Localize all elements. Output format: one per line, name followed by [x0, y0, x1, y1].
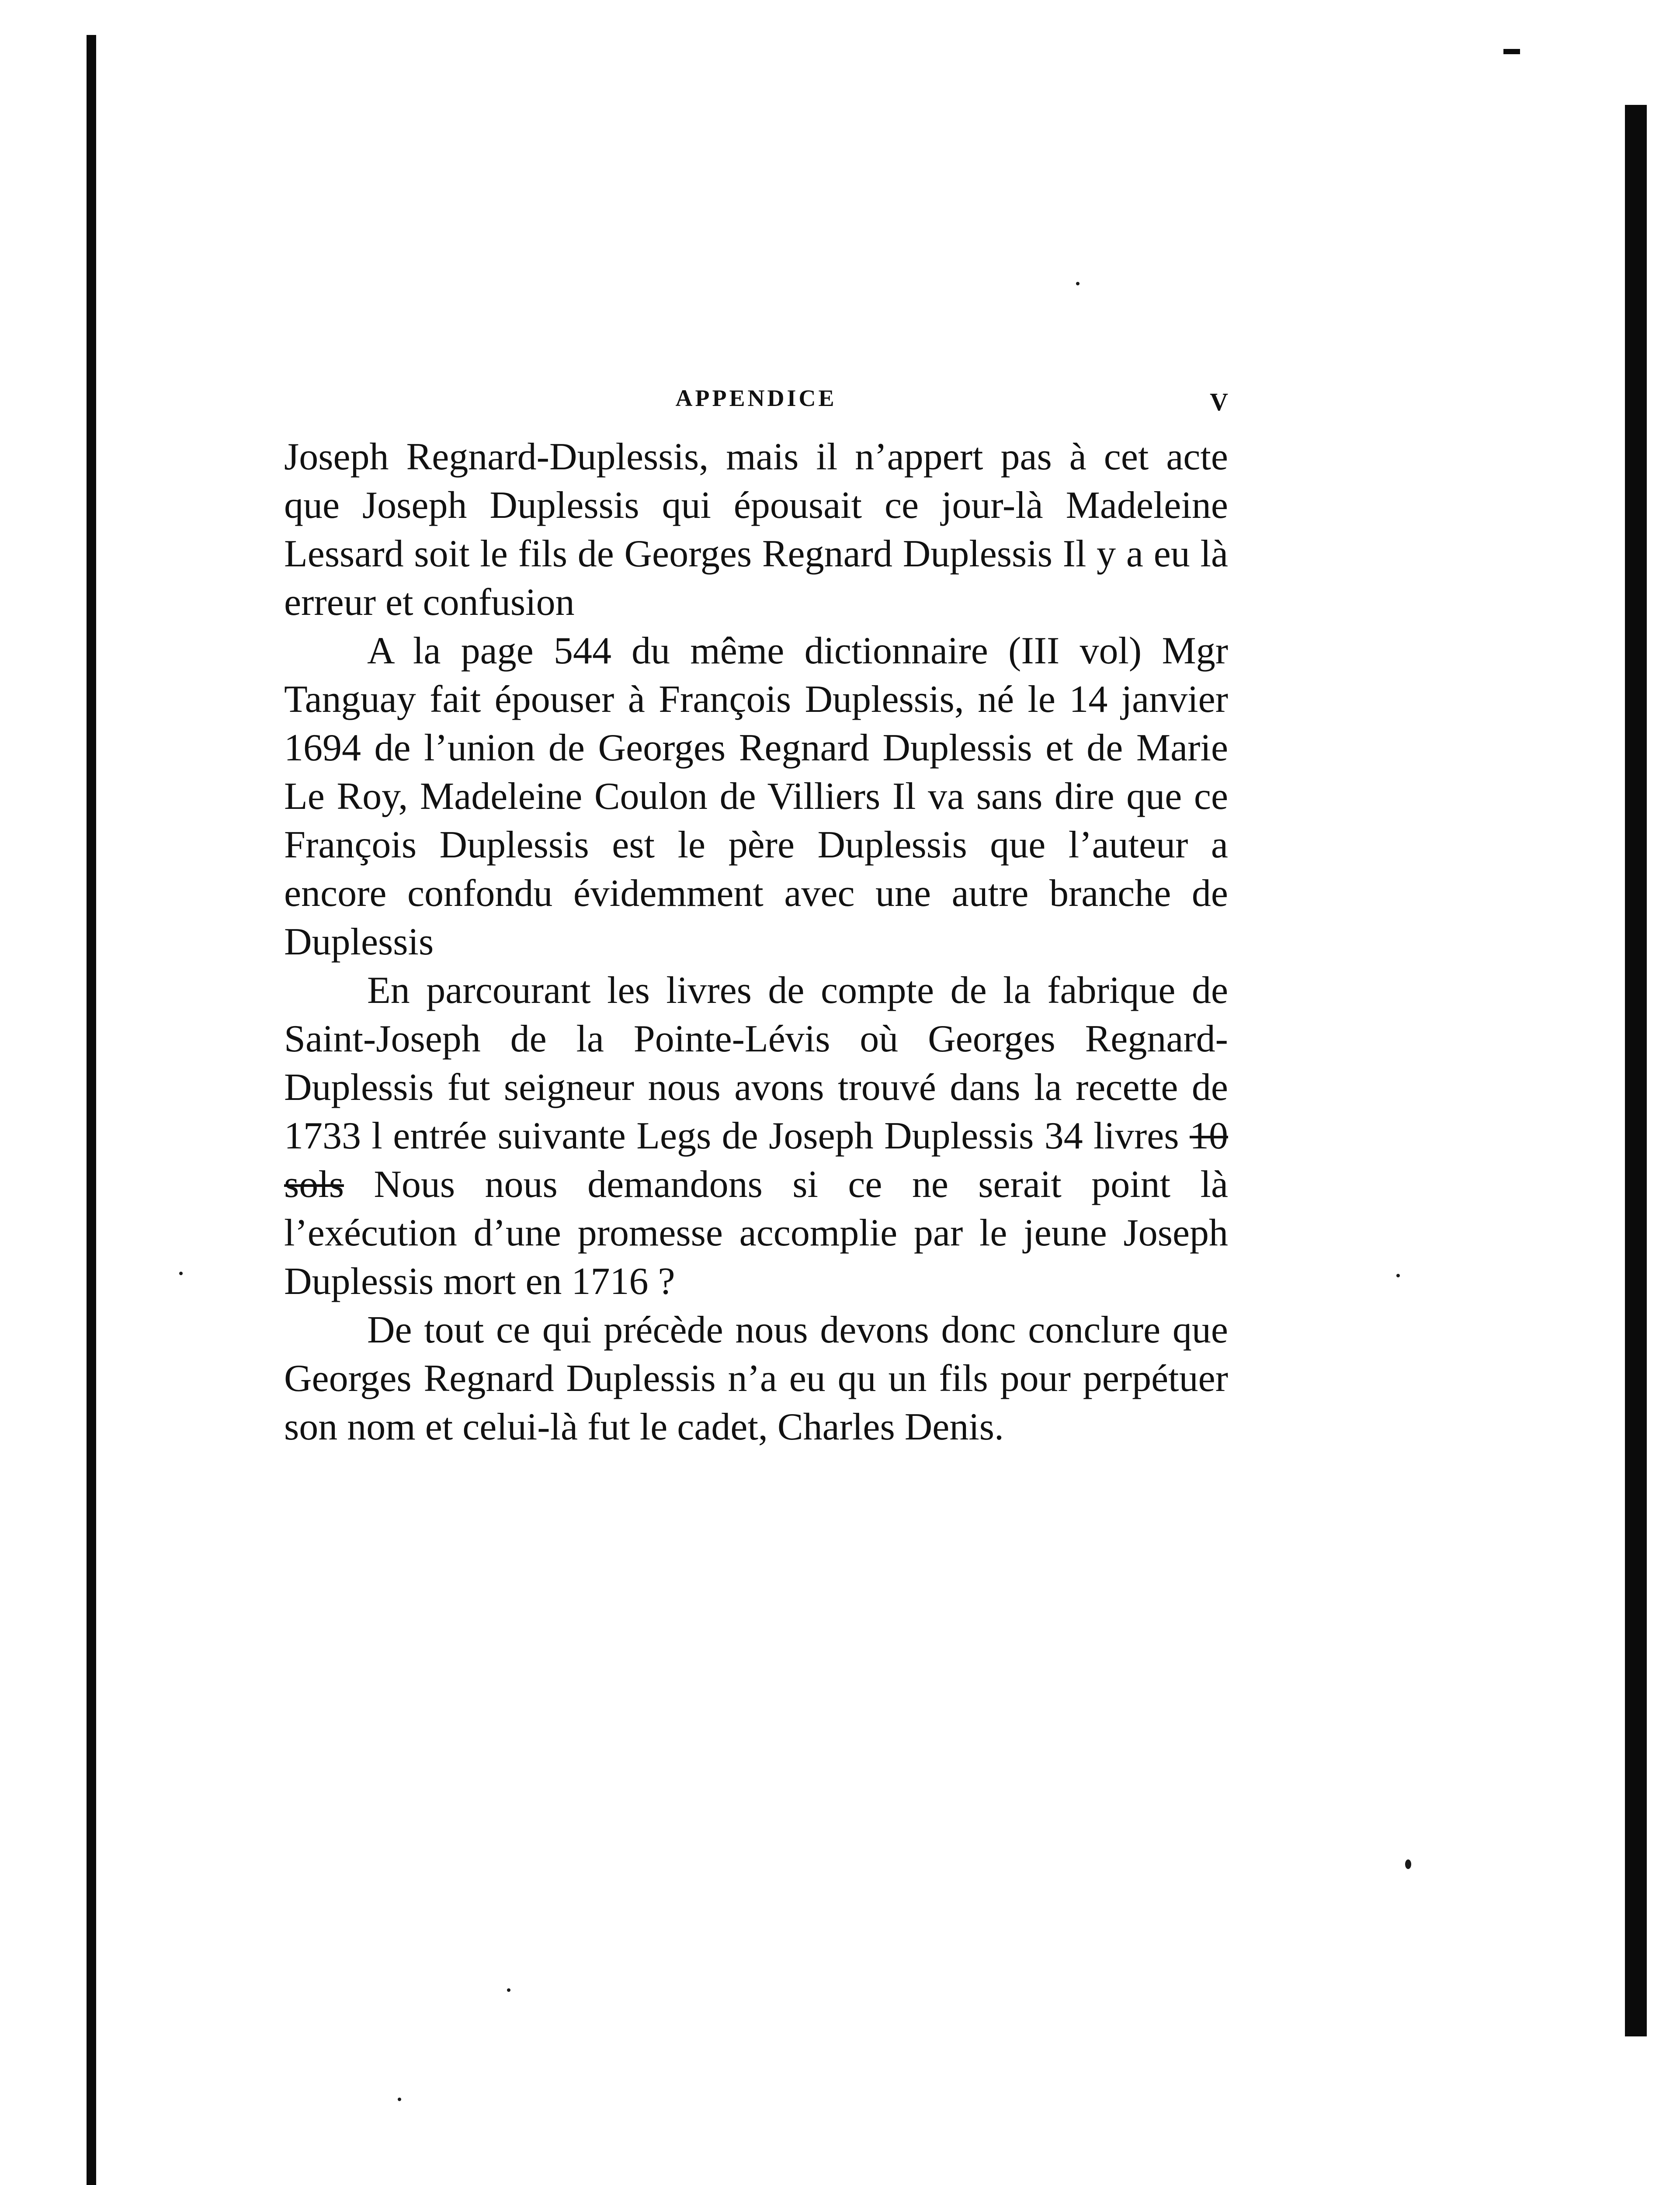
- scan-speck: [179, 1272, 183, 1275]
- paragraph-3-text-before: En parcourant les livres de compte de la fabrique de Saint-Joseph de la Pointe-Lévis où Georges Regnard-Duplessis fut seigneur nous avons trouvé dans la recette de 1733 l entrée suivante Legs de Joseph Duplessis 34 livres: [284, 969, 1228, 1157]
- running-head: [284, 385, 1228, 420]
- scan-right-edge-bar: [1625, 105, 1647, 2036]
- paragraph-2: A la page 544 du même dictionnaire (III vol) Mgr Tanguay fait épouser à François Duplessis, né le 14 janvier 1694 de l’union de Georges Regnard Duplessis et de Marie Le Roy, Madeleine Coulon de Villiers Il va sans dire que ce François Duplessis est le père Duplessis que l’auteur a encore confondu évidemment avec une autre branche de Duplessis: [284, 630, 1228, 963]
- scan-speck: [1405, 1859, 1411, 1869]
- page-number: V: [1210, 388, 1228, 416]
- running-title: APPENDICE: [675, 385, 837, 411]
- scan-speck: [507, 1988, 510, 1992]
- body-text: [284, 433, 1228, 1451]
- paragraph-1: Joseph Regnard-Duplessis, mais il n’appert pas à cet acte que Joseph Duplessis qui épousait ce jour-là Madeleine Lessard soit le fils de Georges Regnard Duplessis Il y a eu là erreur et confusion: [284, 436, 1228, 624]
- struck-out-text: 10 sols: [284, 1115, 1229, 1206]
- paragraph-4: De tout ce qui précède nous devons donc conclure que Georges Regnard Duplessis n’a eu qu un fils pour perpétuer son nom et celui-là fut le cadet, Charles Denis.: [284, 1309, 1228, 1448]
- paragraph-3-text-after: Nous nous demandons si ce ne serait point là l’exécution d’une promesse accomplie par le jeune Joseph Duplessis mort en 1716 ?: [284, 1163, 1228, 1303]
- scan-speck: [398, 2098, 401, 2101]
- scan-top-right-mark: [1503, 49, 1520, 54]
- scan-left-margin-bar: [87, 35, 96, 2185]
- scan-speck: [1076, 282, 1080, 285]
- paragraph-3: [284, 966, 1228, 1306]
- scan-speck: [1396, 1274, 1400, 1277]
